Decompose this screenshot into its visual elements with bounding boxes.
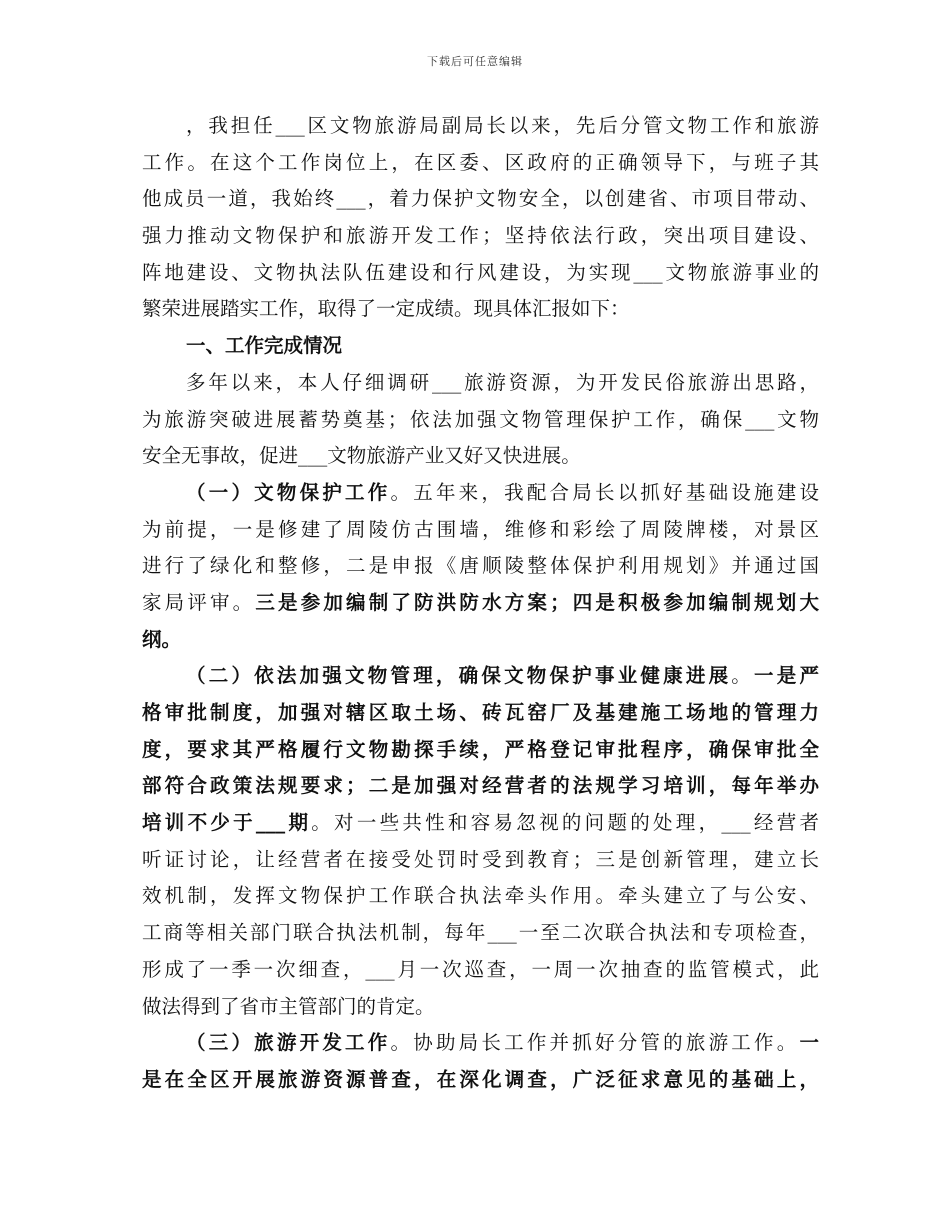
text-line: [142, 108, 819, 145]
text-segment: 繁荣进展踏实工作，取得了一定成绩。现具体汇报如下：: [142, 297, 630, 321]
text-line: [142, 805, 819, 842]
text-segment: 他成员一道，我始终___，着力保护文物安全，以创建省、市项目带动、: [142, 187, 819, 211]
text-segment: 。对一些共性和容易忽视的问题的处理，___经营者: [311, 811, 819, 835]
text-line: [142, 181, 819, 218]
bold-text-segment: 一: [799, 1031, 819, 1055]
bold-text-segment: 一是严: [754, 664, 819, 688]
text-line: [142, 585, 819, 622]
page-header-note: 下载后可任意编辑: [427, 55, 523, 68]
text-line: [142, 1025, 819, 1062]
document-body: [142, 108, 819, 1099]
text-line: [142, 402, 819, 439]
text-line: [142, 695, 819, 732]
bold-text-segment: （二）依法加强文物管理，确保文物保护事业健康进展: [186, 664, 732, 688]
text-line: [142, 218, 819, 255]
text-line: [142, 328, 819, 365]
text-line: [142, 989, 819, 1026]
text-line: [142, 878, 819, 915]
text-line: [142, 732, 819, 769]
text-segment: 安全无事故，促进___文物旅游产业又好又快进展。: [142, 444, 581, 468]
text-segment: 。协助局长工作并抓好分管的旅游工作。: [390, 1031, 800, 1055]
text-segment: 效机制，发挥文物保护工作联合执法牵头作用。牵头建立了与公安、: [142, 884, 819, 908]
text-line: [142, 475, 819, 512]
text-segment: 阵地建设、文物执法队伍建设和行风建设，为实现___文物旅游事业的: [142, 260, 819, 284]
bold-text-segment: （一）文物保护工作: [186, 480, 391, 504]
bold-text-segment: 是在全区开展旅游资源普查，在深化调查，广泛征求意见的基础上，: [142, 1067, 819, 1091]
text-line: [142, 438, 819, 475]
bold-text-segment: 格审批制度，加强对辖区取土场、砖瓦窑厂及基建施工场地的管理力: [142, 701, 819, 724]
text-line: [142, 915, 819, 952]
text-line: [142, 842, 819, 879]
bold-text-segment: 度，要求其严格履行文物勘探手续，严格登记审批程序，确保审批全: [142, 737, 819, 761]
text-line: [142, 622, 819, 659]
text-segment: 做法得到了省市主管部门的肯定。: [142, 994, 435, 1018]
bold-text-segment: （三）旅游开发工作: [186, 1031, 391, 1055]
text-line: [142, 952, 819, 989]
text-segment: 形成了一季一次细查，___月一次巡查，一周一次抽查的监管模式，此: [142, 957, 819, 981]
text-segment: 为前提，一是修建了周陵仿古围墙，维修和彩绘了周陵牌楼，对景区: [142, 517, 819, 541]
text-segment: 多年以来，本人仔细调研___旅游资源，为开发民俗旅游出思路，: [186, 370, 819, 394]
text-line: [142, 145, 819, 182]
text-line: [142, 768, 819, 805]
text-line: [142, 1062, 819, 1099]
text-segment: 工作。在这个工作岗位上，在区委、区政府的正确领导下，与班子其: [142, 150, 819, 174]
text-segment: ，我担任___区文物旅游局副局长以来，先后分管文物工作和旅游: [186, 114, 819, 137]
bold-text-segment: 培训不少于___期: [142, 811, 312, 835]
text-line: [142, 512, 819, 549]
text-segment: 。: [731, 664, 755, 688]
text-line: [142, 291, 819, 328]
text-segment: 为旅游突破进展蓄势奠基；依法加强文物管理保护工作，确保___文物: [142, 407, 819, 431]
text-line: [142, 365, 819, 402]
bold-text-segment: 纲。: [142, 627, 182, 651]
text-line: [142, 658, 819, 695]
bold-text-segment: 一、工作完成情况: [186, 334, 343, 358]
text-segment: 家局评审。: [142, 590, 256, 614]
bold-text-segment: 三是参加编制了防洪防水方案；四是积极参加编制规划大: [255, 590, 819, 614]
text-segment: 。五年来，我配合局长以抓好基础设施建设: [390, 480, 819, 504]
text-line: [142, 255, 819, 292]
text-segment: 工商等相关部门联合执法机制，每年___一至二次联合执法和专项检查，: [142, 921, 819, 945]
text-segment: 进行了绿化和整修，二是申报《唐顺陵整体保护利用规划》并通过国: [142, 554, 819, 578]
text-segment: 强力推动文物保护和旅游开发工作；坚持依法行政，突出项目建设、: [142, 224, 819, 248]
bold-text-segment: 部符合政策法规要求；二是加强对经营者的法规学习培训，每年举办: [142, 774, 819, 798]
text-segment: 听证讨论，让经营者在接受处罚时受到教育；三是创新管理，建立长: [142, 847, 819, 871]
text-line: [142, 548, 819, 585]
